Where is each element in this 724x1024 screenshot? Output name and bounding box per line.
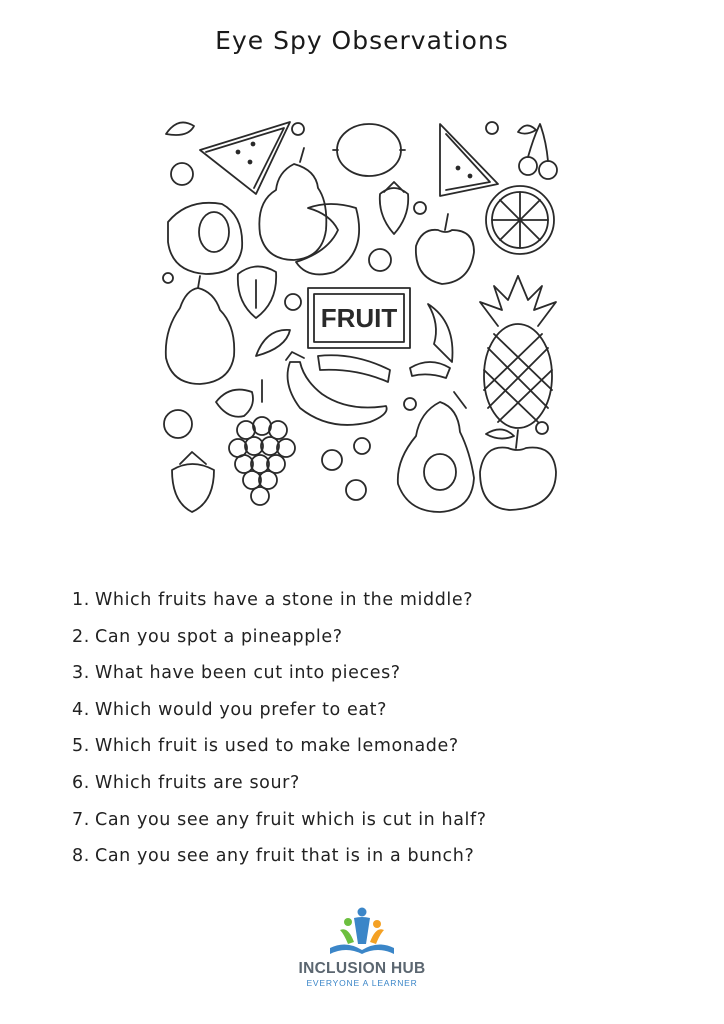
question-number: 1.	[72, 590, 90, 610]
page-title: Eye Spy Observations	[215, 26, 509, 55]
question-text: Can you see any fruit that is in a bunch?	[95, 846, 475, 867]
cherries-icon	[518, 124, 557, 179]
blueberry-icon	[404, 398, 416, 410]
strawberry-icon	[172, 452, 214, 512]
blueberry-icon	[486, 122, 498, 134]
question-number: 7.	[72, 809, 90, 830]
peach-icon	[168, 203, 242, 274]
tangerine-segment-icon	[166, 122, 194, 135]
question-item	[72, 623, 487, 660]
banana-icon	[296, 204, 359, 274]
logo-name: INCLUSION HUB	[298, 960, 426, 977]
inclusion-hub-logo	[282, 904, 442, 994]
question-number: 5.	[72, 736, 90, 757]
blueberry-icon	[163, 273, 173, 283]
strawberry-icon	[380, 182, 408, 234]
fruit-label-text: FRUIT	[320, 303, 398, 333]
question-text: Can you spot a pineapple?	[95, 626, 343, 647]
question-item	[72, 732, 487, 769]
tangerine-segment-icon	[256, 330, 290, 356]
banana-icon	[286, 352, 390, 425]
blueberry-icon	[285, 294, 301, 310]
question-list	[72, 586, 487, 879]
question-item	[72, 659, 487, 696]
watermelon-slice-icon	[440, 124, 498, 196]
blueberry-icon	[322, 450, 342, 470]
grapes-icon	[216, 380, 295, 505]
question-item	[72, 806, 487, 843]
orange-slice-icon	[486, 186, 554, 254]
fruit-illustration	[158, 112, 560, 522]
blueberry-icon	[414, 202, 426, 214]
pineapple-icon	[480, 276, 556, 428]
question-number: 3.	[72, 663, 90, 684]
question-item	[72, 586, 487, 623]
pear-icon	[166, 276, 234, 384]
question-number: 4.	[72, 699, 90, 720]
lemon-icon	[333, 124, 405, 176]
apple-icon	[416, 214, 474, 284]
logo-tagline: EVERYONE A LEARNER	[306, 978, 418, 988]
blueberry-icon	[171, 163, 193, 185]
melon-slice-icon	[410, 304, 453, 378]
question-text: Which would you prefer to eat?	[95, 699, 388, 720]
blueberry-icon	[354, 438, 370, 454]
question-number: 2.	[72, 626, 90, 647]
blueberry-icon	[164, 410, 192, 438]
question-text: Which fruits are sour?	[95, 772, 300, 793]
logo-emblem-icon	[282, 904, 442, 960]
question-number: 8.	[72, 846, 90, 867]
blueberry-icon	[292, 123, 304, 135]
strawberry-icon	[238, 266, 276, 318]
question-item	[72, 842, 487, 879]
question-item	[72, 769, 487, 806]
blueberry-icon	[369, 249, 391, 271]
question-text: What have been cut into pieces?	[95, 663, 401, 684]
question-text: Can you see any fruit which is cut in half?	[95, 809, 487, 830]
question-item	[72, 696, 487, 733]
apple-icon	[480, 429, 556, 510]
question-text: Which fruit is used to make lemonade?	[95, 736, 459, 757]
blueberry-icon	[346, 480, 366, 500]
fruit-label	[308, 288, 410, 348]
blueberry-icon	[536, 422, 548, 434]
question-number: 6.	[72, 772, 90, 793]
question-text: Which fruits have a stone in the middle?	[95, 590, 474, 610]
